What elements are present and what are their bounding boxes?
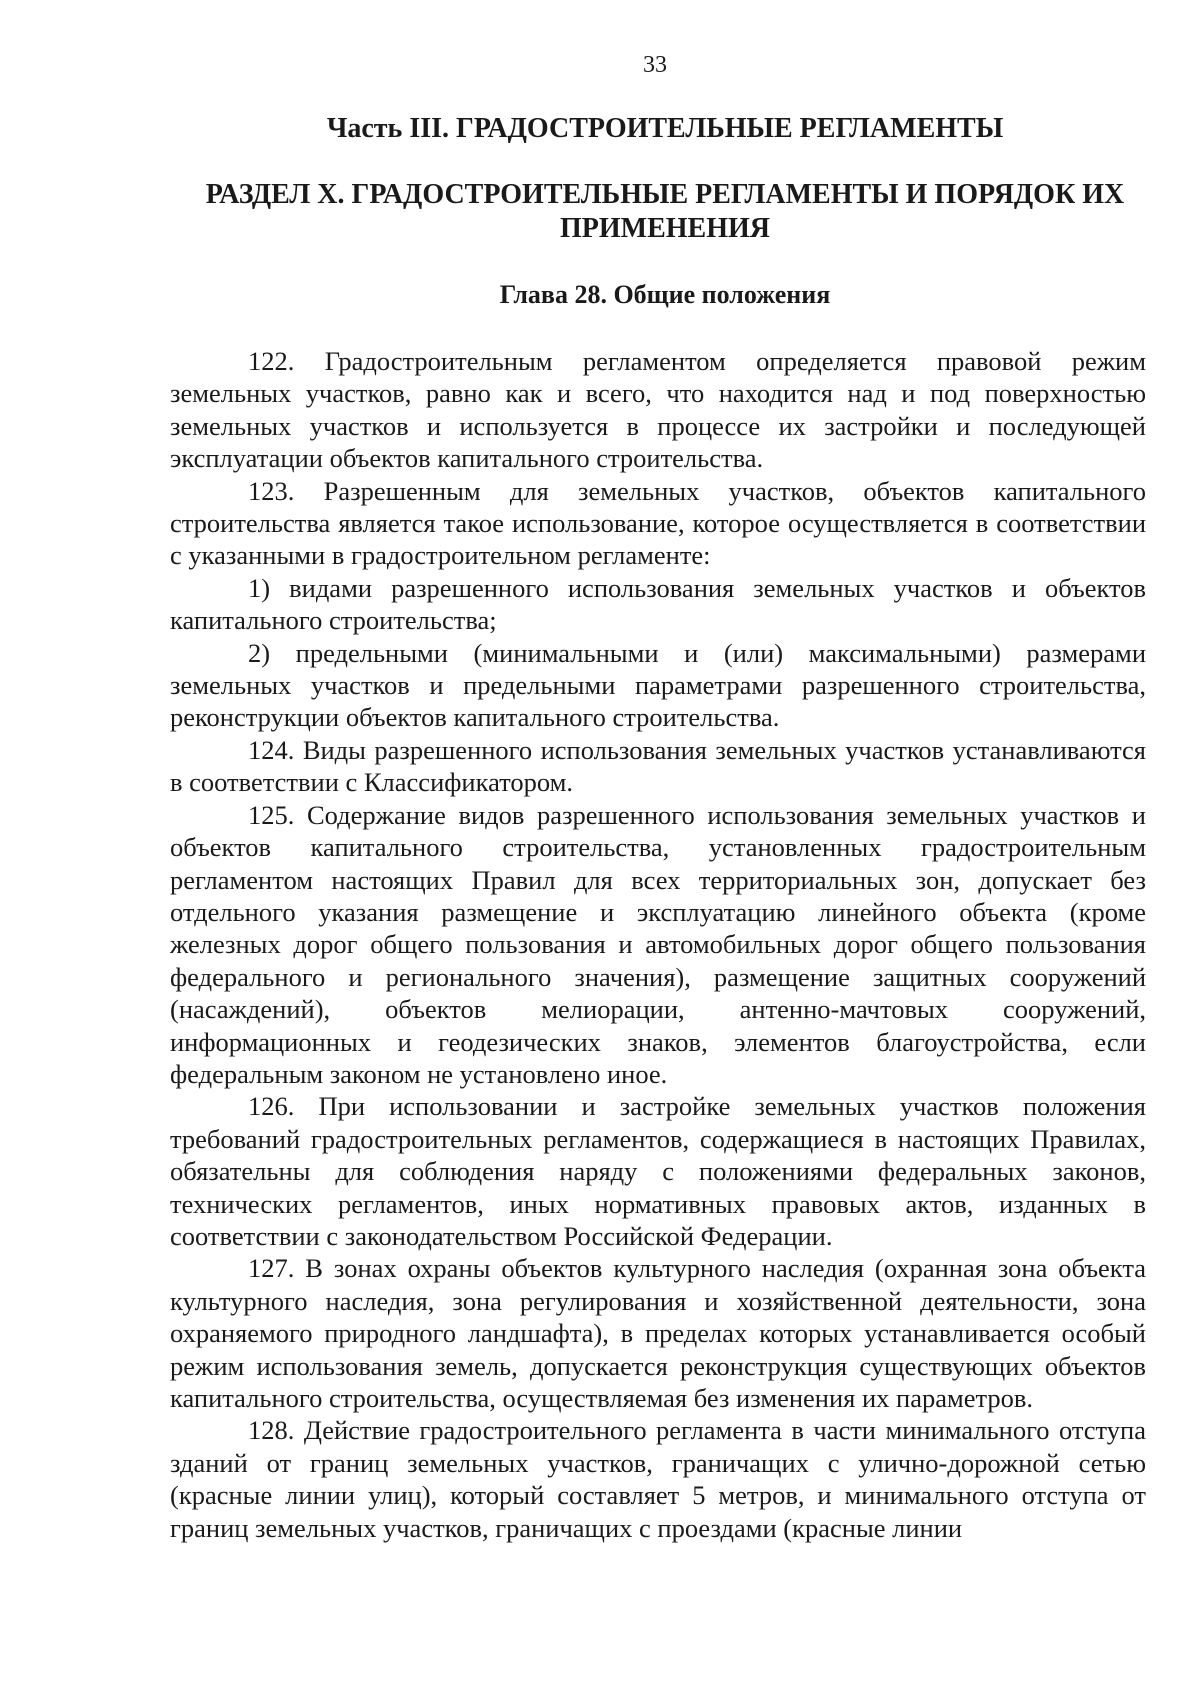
paragraph-125: 125. Содержание видов разрешенного использования земельных участков и объектов капитального строительства, установленных градостроительным регламентом настоящих Правил для всех территориальных зон, допускает без отдельного указания размещение и эксплуатацию линейного объекта (кроме железных дорог общего пользования и автомобильных дорог общего пользования федерального и регионального значения), размещение защитных сооружений (насаждений), объектов мелиорации, антенно-мачтовых сооружений, информационных и геодезических знаков, элементов благоустройства, если федеральным законом не установлено иное. <box>170 799 1146 1089</box>
paragraph-122: 122. Градостроительным регламентом определяется правовой режим земельных участков, равно как и всего, что находится над и под поверхностью земельных участков и используется в процессе их застройки и последующей эксплуатации объектов капитального строительства. <box>170 346 1146 474</box>
part-heading: Часть III. ГРАДОСТРОИТЕЛЬНЫЕ РЕГЛАМЕНТЫ <box>326 113 1004 144</box>
list-item-1: 1) видами разрешенного использования земельных участков и объектов капитального строительства; <box>170 572 1146 636</box>
list-item-2: 2) предельными (минимальными и (или) максимальными) размерами земельных участков и предельными параметрами разрешенного строительства, реконструкции объектов капитального строительства. <box>170 637 1146 733</box>
paragraph-126: 126. При использовании и застройке земельных участков положения требований градостроительных регламентов, содержащиеся в настоящих Правилах, обязательны для соблюдения наряду с положениями федеральных законов, технических регламентов, иных нормативных правовых актов, изданных в соответствии с законодательством Российской Федерации. <box>170 1091 1146 1251</box>
page-number: 33 <box>643 52 667 78</box>
section-heading: РАЗДЕЛ X. ГРАДОСТРОИТЕЛЬНЫЕ РЕГЛАМЕНТЫ И ПОРЯДОК ИХ ПРИМЕНЕНИЯ <box>205 179 1125 244</box>
paragraph-127: 127. В зонах охраны объектов культурного наследия (охранная зона объекта культурного наследия, зона регулирования и хозяйственной деятельности, зона охраняемого природного ландшафта), в пределах которых устанавливается особый режим использования земель, допускается реконструкция существующих объектов капитального строительства, осуществляемая без изменения их параметров. <box>170 1253 1146 1413</box>
paragraph-124: 124. Виды разрешенного использования земельных участков устанавливаются в соответствии с Классификатором. <box>170 734 1146 798</box>
chapter-heading: Глава 28. Общие положения <box>499 280 831 309</box>
document-body <box>170 345 1146 1544</box>
paragraph-128: 128. Действие градостроительного регламента в части минимального отступа зданий от границ земельных участков, граничащих с улично-дорожной сетью (красные линии улиц), который составляет 5 метров, и минимального отступа от границ земельных участков, граничащих с проездами (красные линии <box>170 1415 1146 1543</box>
paragraph-123: 123. Разрешенным для земельных участков, объектов капитального строительства является такое использование, которое осуществляется в соответствии с указанными в градостроительном регламенте: <box>170 475 1146 571</box>
